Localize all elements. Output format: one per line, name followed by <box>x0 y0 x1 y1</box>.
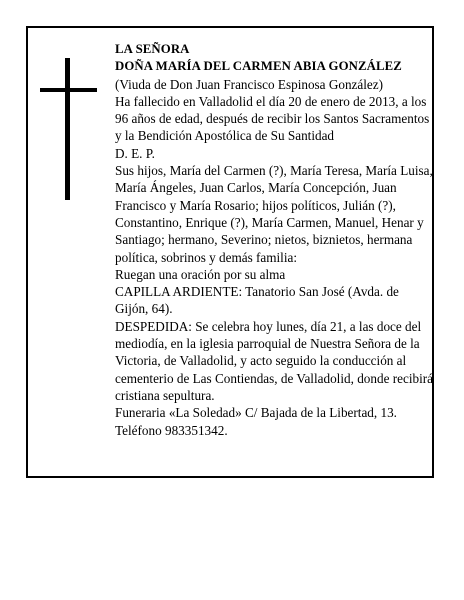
obituary-text <box>115 41 433 439</box>
prayer-request: Ruegan una oración por su alma <box>115 266 286 282</box>
phone-info: Teléfono 983351342. <box>115 422 228 438</box>
family-list: Sus hijos, María del Carmen (?), María Teresa, María Luisa, María Ángeles, Juan Carlos, María Concepción, Juan Francisco y María Rosario; hijos políticos, Julián (?), Constantino, Enrique (?), María Carmen, Manuel, Henar y Santiago; hermano, Severino; nietos, biznietos, hermana política, sobrinos y demás familia: <box>115 163 433 265</box>
funeral-home-info: Funeraria «La Soledad» C/ Bajada de la Libertad, 13. <box>115 405 397 421</box>
death-announcement: Ha fallecido en Valladolid el día 20 de enero de 2013, a los 96 años de edad, después de recibir los Santos Sacramentos y la Bendición Apostólica de Su Santidad <box>115 93 430 144</box>
obituary-frame <box>26 26 434 478</box>
rip-text: D. E. P. <box>115 145 155 161</box>
widow-note: (Viuda de Don Juan Francisco Espinosa González) <box>115 76 384 92</box>
farewell-info: DESPEDIDA: Se celebra hoy lunes, día 21, a las doce del mediodía, en la iglesia parroquial de Nuestra Señora de la Victoria, de Valladolid, y acto seguido la conducción al cementerio de Las Contiendas, de Valladolid, donde recibirá cristiana sepultura. <box>115 318 433 403</box>
title-line-1: LA SEÑORA <box>115 42 190 56</box>
cross-horizontal-bar <box>40 88 97 92</box>
deceased-name: DOÑA MARÍA DEL CARMEN ABIA GONZÁLEZ <box>115 59 402 74</box>
chapel-info: CAPILLA ARDIENTE: Tanatorio San José (Avda. de Gijón, 64). <box>115 284 399 317</box>
cross-icon <box>40 58 97 200</box>
cross-vertical-bar <box>65 58 70 200</box>
